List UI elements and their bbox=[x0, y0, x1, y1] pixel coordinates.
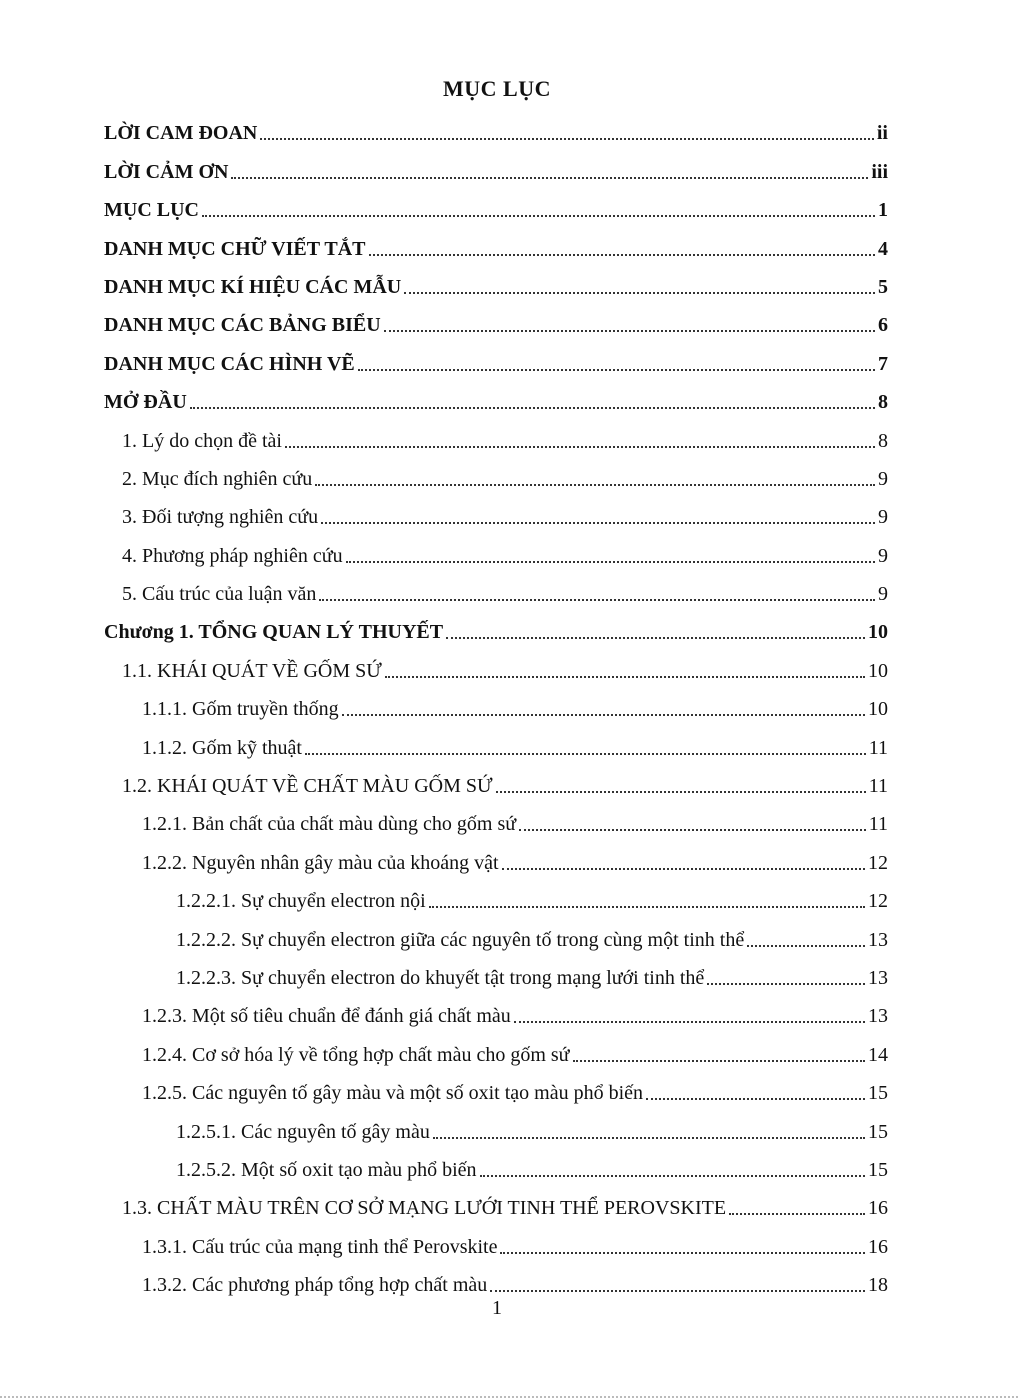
dot-leader bbox=[346, 561, 875, 563]
toc-entry-label: DANH MỤC CHỮ VIẾT TẮT bbox=[104, 237, 366, 260]
dot-leader bbox=[707, 983, 865, 985]
toc-entry[interactable] bbox=[0, 305, 1018, 343]
dot-leader bbox=[519, 829, 866, 831]
toc-entry[interactable] bbox=[0, 459, 1018, 497]
toc-entry[interactable] bbox=[0, 228, 1018, 266]
toc-entry-page: ii bbox=[876, 122, 888, 145]
toc-entry-label: MỞ ĐẦU bbox=[104, 391, 187, 414]
dot-leader bbox=[404, 292, 875, 294]
toc-entry-page: 6 bbox=[878, 314, 888, 337]
toc-entry[interactable] bbox=[0, 650, 1018, 688]
dot-leader bbox=[490, 1290, 865, 1292]
toc-entry-label: LỜI CẢM ƠN bbox=[104, 160, 229, 183]
toc-entry[interactable] bbox=[0, 958, 1018, 996]
toc-entry-page: 15 bbox=[868, 1120, 888, 1143]
dot-leader bbox=[729, 1213, 865, 1215]
toc-entry-page: 14 bbox=[868, 1043, 888, 1066]
dot-leader bbox=[315, 484, 875, 486]
dot-leader bbox=[514, 1021, 865, 1023]
dot-leader bbox=[231, 177, 868, 179]
toc-entry-label: 1.2. KHÁI QUÁT VỀ CHẤT MÀU GỐM SỨ bbox=[122, 775, 493, 798]
dot-leader bbox=[321, 522, 875, 524]
toc-entry[interactable] bbox=[0, 1034, 1018, 1072]
toc-entry[interactable] bbox=[0, 727, 1018, 765]
toc-entry-page: 13 bbox=[868, 928, 888, 951]
toc-entry-page: 8 bbox=[878, 391, 888, 414]
toc-entry-page: 1 bbox=[878, 199, 888, 222]
toc-entry-page: 11 bbox=[868, 813, 888, 836]
toc-entry-page: 9 bbox=[878, 583, 888, 606]
dot-leader bbox=[358, 369, 875, 371]
toc-entry-label: Chương 1. TỔNG QUAN LÝ THUYẾT bbox=[104, 621, 444, 644]
toc-entry-label: 1.2.5.2. Một số oxit tạo màu phổ biến bbox=[176, 1158, 477, 1181]
dot-leader bbox=[260, 138, 874, 140]
toc-entry-label: 1.2.2.1. Sự chuyển electron nội bbox=[176, 890, 426, 913]
dot-leader bbox=[747, 945, 865, 947]
dot-leader bbox=[319, 599, 875, 601]
toc-entry-label: 4. Phương pháp nghiên cứu bbox=[122, 544, 343, 567]
toc-entry[interactable] bbox=[0, 1226, 1018, 1264]
toc-entry[interactable] bbox=[0, 612, 1018, 650]
toc-entry-page: iii bbox=[871, 160, 888, 183]
toc-entry-page: 12 bbox=[868, 890, 888, 913]
toc-entry-page: 9 bbox=[878, 506, 888, 529]
toc-entry-label: 1.2.3. Một số tiêu chuẩn để đánh giá chất màu bbox=[142, 1005, 511, 1028]
toc-entry[interactable] bbox=[0, 343, 1018, 381]
toc-entry-label: DANH MỤC CÁC HÌNH VẼ bbox=[104, 352, 355, 375]
toc-entry[interactable] bbox=[0, 804, 1018, 842]
toc-entry-page: 12 bbox=[868, 851, 888, 874]
toc-entry[interactable] bbox=[0, 881, 1018, 919]
toc-entry[interactable] bbox=[0, 689, 1018, 727]
toc-entry-page: 8 bbox=[878, 429, 888, 452]
toc-entry[interactable] bbox=[0, 1150, 1018, 1188]
toc-entry-page: 10 bbox=[868, 698, 888, 721]
toc-entry-label: 1.1. KHÁI QUÁT VỀ GỐM SỨ bbox=[122, 659, 382, 682]
toc-entry[interactable] bbox=[0, 1111, 1018, 1149]
toc-entry-page: 9 bbox=[878, 544, 888, 567]
toc-entry-label: MỤC LỤC bbox=[104, 199, 199, 222]
toc-entry-page: 9 bbox=[878, 467, 888, 490]
toc-entry[interactable] bbox=[0, 574, 1018, 612]
toc-entry[interactable] bbox=[0, 113, 1018, 151]
toc-entry-page: 4 bbox=[878, 237, 888, 260]
toc-entry-page: 10 bbox=[868, 621, 888, 644]
toc-entry-label: 1.3.1. Cấu trúc của mạng tinh thể Perovskite bbox=[142, 1235, 498, 1258]
toc-entry[interactable] bbox=[0, 267, 1018, 305]
toc-entry-label: 1.1.1. Gốm truyền thống bbox=[142, 698, 339, 721]
toc-entry[interactable] bbox=[0, 1073, 1018, 1111]
toc-entry-label: 1.2.1. Bản chất của chất màu dùng cho gốm sứ bbox=[142, 813, 517, 836]
toc-entry-page: 18 bbox=[868, 1274, 888, 1297]
toc-entry-label: 1.2.5. Các nguyên tố gây màu và một số oxit tạo màu phổ biến bbox=[142, 1082, 644, 1105]
dot-leader bbox=[496, 791, 866, 793]
dot-leader bbox=[342, 714, 865, 716]
toc-entry[interactable] bbox=[0, 535, 1018, 573]
toc-entry[interactable] bbox=[0, 190, 1018, 228]
dot-leader bbox=[480, 1175, 865, 1177]
toc-entry-page: 13 bbox=[868, 1005, 888, 1028]
dot-leader bbox=[429, 906, 865, 908]
toc-entry-label: 1.3.2. Các phương pháp tổng hợp chất màu bbox=[142, 1274, 488, 1297]
dot-leader bbox=[646, 1098, 865, 1100]
dot-leader bbox=[305, 753, 866, 755]
dot-leader bbox=[433, 1137, 865, 1139]
toc-entry[interactable] bbox=[0, 420, 1018, 458]
toc-entry-label: 5. Cấu trúc của luận văn bbox=[122, 583, 317, 606]
toc-entry[interactable] bbox=[0, 842, 1018, 880]
toc-entry[interactable] bbox=[0, 497, 1018, 535]
toc-entry-label: DANH MỤC CÁC BẢNG BIỂU bbox=[104, 314, 381, 337]
toc-entry-label: 1.2.2.2. Sự chuyển electron giữa các nguyên tố trong cùng một tinh thể bbox=[176, 928, 745, 951]
dot-leader bbox=[369, 254, 875, 256]
toc-entry-label: LỜI CAM ĐOAN bbox=[104, 122, 258, 145]
toc-entry-label: 1.2.2.3. Sự chuyển electron do khuyết tật trong mạng lưới tinh thể bbox=[176, 966, 705, 989]
toc-entry-page: 7 bbox=[878, 352, 888, 375]
dot-leader bbox=[285, 446, 875, 448]
toc-entry-label: 1.1.2. Gốm kỹ thuật bbox=[142, 736, 302, 759]
page-divider bbox=[0, 1396, 1018, 1398]
toc-entry[interactable] bbox=[0, 919, 1018, 957]
toc-entry-label: 1.2.5.1. Các nguyên tố gây màu bbox=[176, 1120, 430, 1143]
toc-entry-label: 3. Đối tượng nghiên cứu bbox=[122, 506, 319, 529]
toc-entry[interactable] bbox=[0, 996, 1018, 1034]
page-title: MỤC LỤC bbox=[443, 76, 551, 101]
toc-entry-page: 10 bbox=[868, 659, 888, 682]
toc-entry-label: 1. Lý do chọn đề tài bbox=[122, 429, 282, 452]
dot-leader bbox=[202, 215, 875, 217]
dot-leader bbox=[446, 637, 865, 639]
toc-entry-label: 1.2.2. Nguyên nhân gây màu của khoáng vật bbox=[142, 851, 499, 874]
toc-entry[interactable] bbox=[0, 382, 1018, 420]
table-of-contents bbox=[0, 113, 1018, 1303]
toc-entry-page: 11 bbox=[868, 775, 888, 798]
toc-entry[interactable] bbox=[0, 151, 1018, 189]
toc-entry-page: 13 bbox=[868, 966, 888, 989]
dot-leader bbox=[385, 676, 865, 678]
toc-entry-page: 5 bbox=[878, 275, 888, 298]
page-number: 1 bbox=[492, 1297, 502, 1319]
dot-leader bbox=[500, 1252, 865, 1254]
dot-leader bbox=[384, 330, 875, 332]
dot-leader bbox=[502, 868, 865, 870]
toc-entry-page: 16 bbox=[868, 1197, 888, 1220]
dot-leader bbox=[573, 1060, 865, 1062]
toc-entry[interactable] bbox=[0, 1188, 1018, 1226]
dot-leader bbox=[190, 407, 875, 409]
toc-entry-label: 1.2.4. Cơ sở hóa lý về tổng hợp chất màu cho gốm sứ bbox=[142, 1043, 570, 1066]
toc-entry-label: 1.3. CHẤT MÀU TRÊN CƠ SỞ MẠNG LƯỚI TINH THỂ PEROVSKITE bbox=[122, 1197, 727, 1220]
toc-entry-label: DANH MỤC KÍ HIỆU CÁC MẪU bbox=[104, 275, 402, 298]
toc-entry-page: 16 bbox=[868, 1235, 888, 1258]
toc-entry-label: 2. Mục đích nghiên cứu bbox=[122, 467, 313, 490]
toc-entry[interactable] bbox=[0, 766, 1018, 804]
toc-entry-page: 15 bbox=[868, 1082, 888, 1105]
toc-entry-page: 15 bbox=[868, 1158, 888, 1181]
toc-entry-page: 11 bbox=[868, 736, 888, 759]
